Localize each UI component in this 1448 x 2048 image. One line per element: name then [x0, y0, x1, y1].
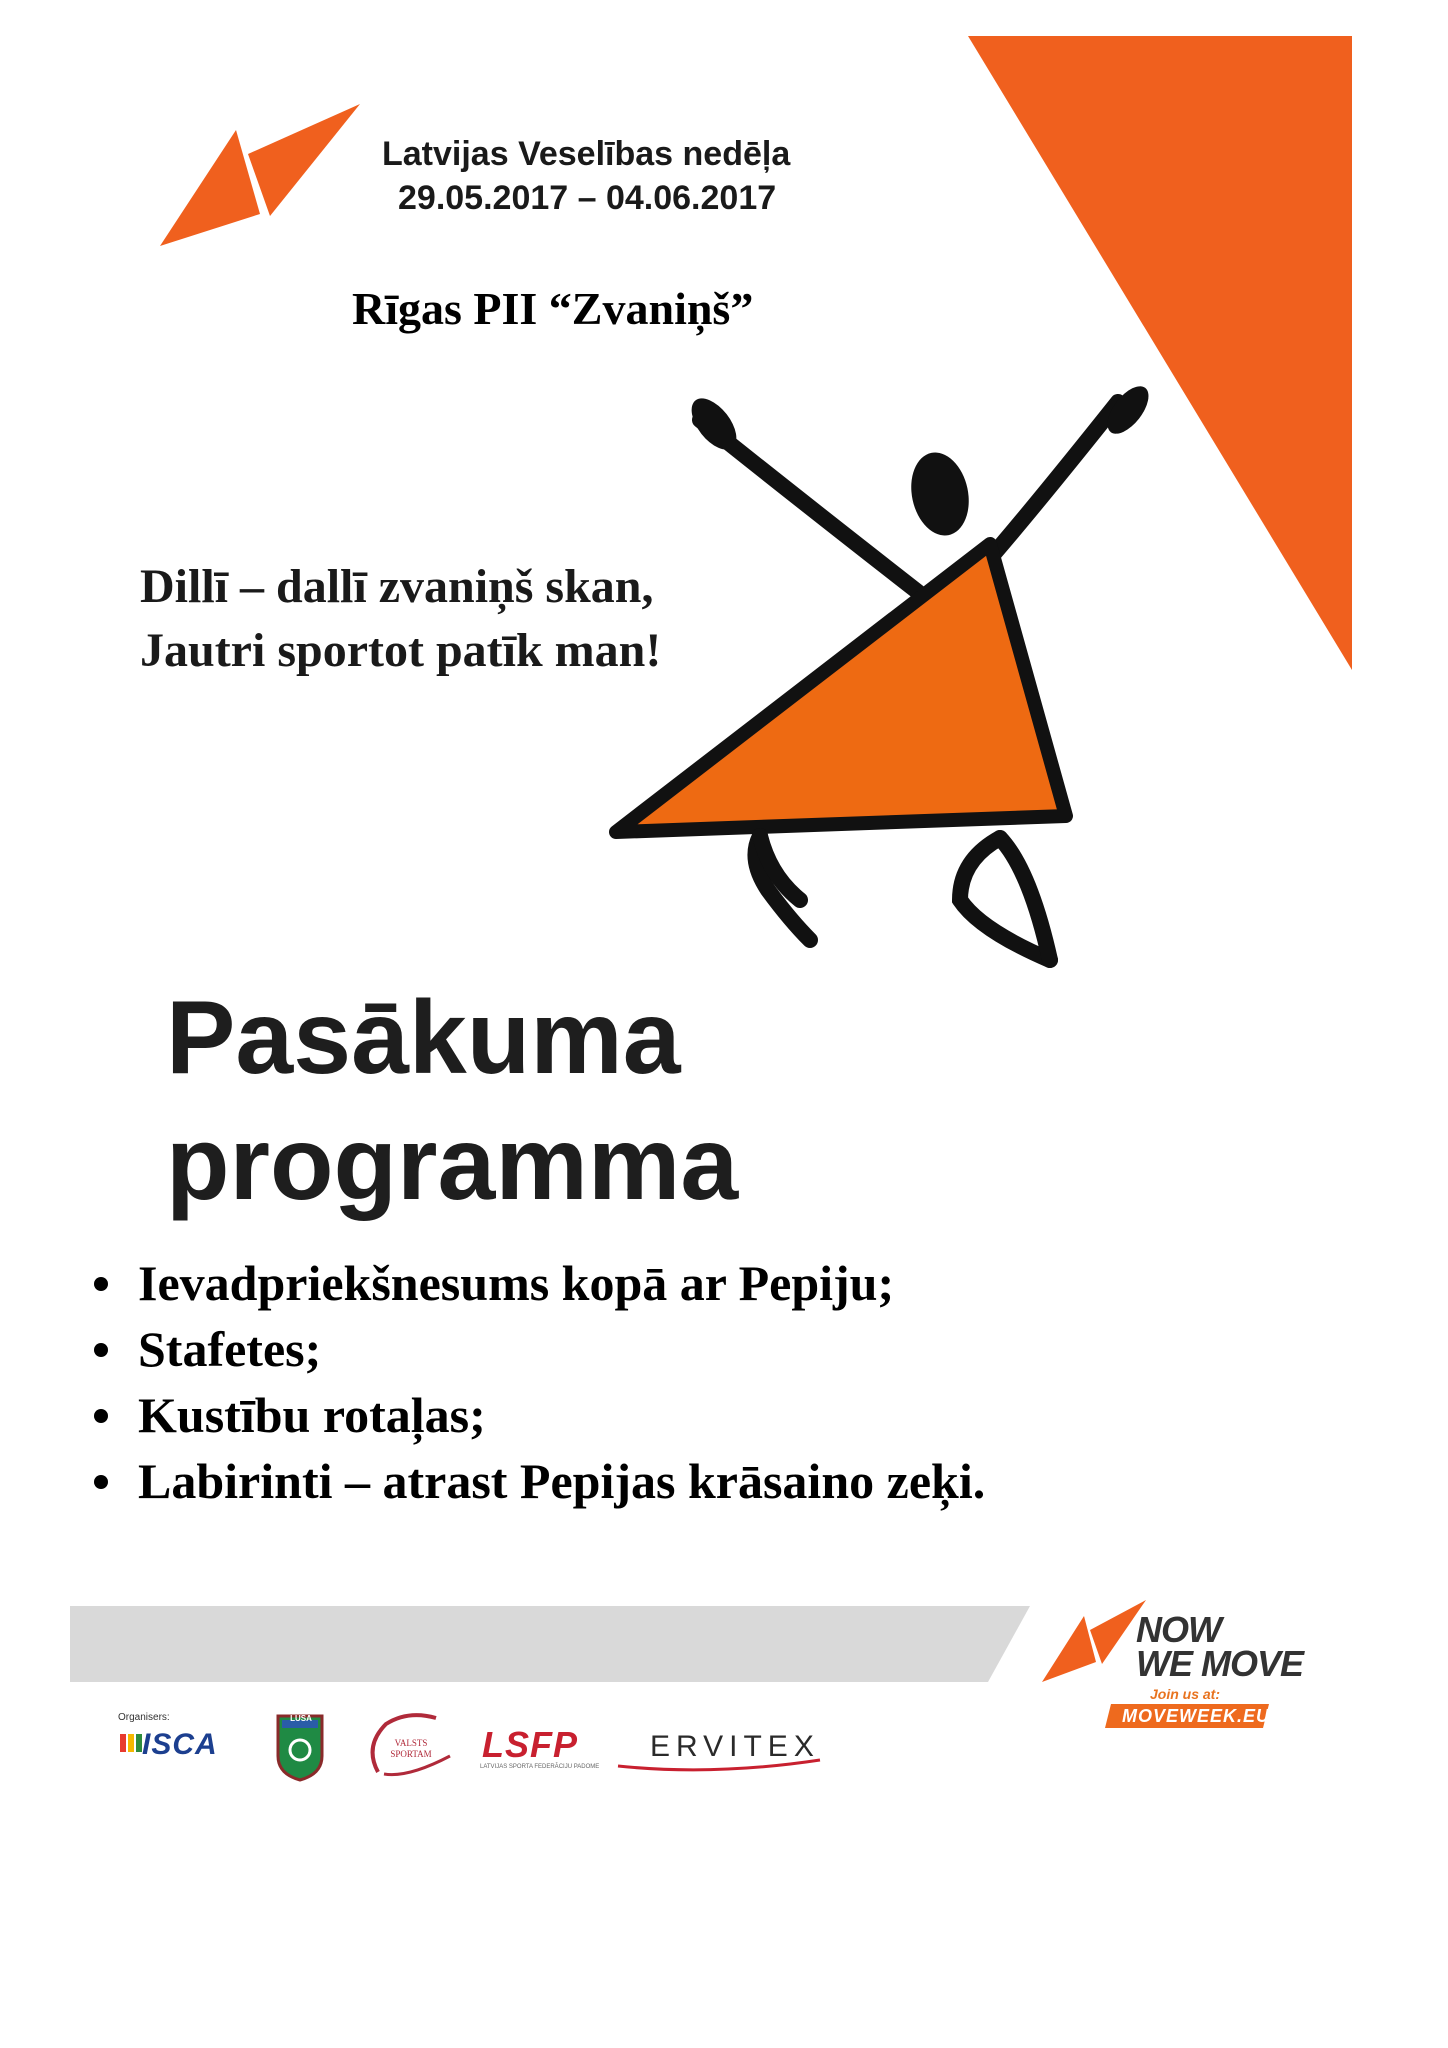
program-item: Labirinti – atrast Pepijas krāsaino zeķi.	[88, 1448, 1388, 1514]
isca-logo-icon	[118, 1730, 144, 1756]
moveweek-url: MOVEWEEK.EU	[1122, 1706, 1271, 1726]
footer-band	[70, 1606, 1030, 1682]
now-we-move-line-2: WE MOVE	[1136, 1643, 1304, 1684]
isca-logo-text: ISCA	[142, 1728, 218, 1761]
program-item: Stafetes;	[88, 1316, 1388, 1382]
ervitex-logo-text: ERVITEX	[650, 1730, 820, 1763]
lsfp-logo-text: LSFP	[482, 1724, 579, 1765]
slogan-line-1: Dillī – dallī zvaniņš skan,	[140, 560, 654, 613]
event-title: Latvijas Veselības nedēļa	[382, 135, 791, 173]
bullet-icon	[94, 1409, 108, 1423]
organisers-label: Organisers:	[118, 1712, 170, 1723]
program-title	[166, 975, 926, 1227]
event-dates: 29.05.2017 – 04.06.2017	[398, 179, 777, 217]
program-title-line-2: programma	[166, 1106, 739, 1222]
now-we-move-logo-icon	[1038, 1596, 1148, 1688]
slogan	[140, 555, 780, 683]
bullet-icon	[94, 1475, 108, 1489]
program-item: Ievadpriekšnesums kopā ar Pepiju;	[88, 1250, 1388, 1316]
join-text: Join us at:	[1150, 1686, 1221, 1702]
bullet-icon	[94, 1343, 108, 1357]
slogan-line-2: Jautri sportot patīk man!	[140, 624, 662, 677]
now-we-move-line-1: NOW	[1136, 1609, 1221, 1650]
valsts-sportam-text: VALSTS SPORTAM	[390, 1738, 432, 1759]
program-list	[88, 1250, 1388, 1514]
bullet-icon	[94, 1277, 108, 1291]
program-item: Kustību rotaļas;	[88, 1382, 1388, 1448]
program-title-line-1: Pasākuma	[166, 980, 681, 1096]
lsfp-subtitle: LATVIJAS SPORTA FEDERĀCIJU PADOME	[480, 1764, 600, 1770]
lusa-logo-text: LUSA	[290, 1714, 312, 1723]
school-name: Rīgas PII “Zvaniņš”	[352, 283, 754, 334]
